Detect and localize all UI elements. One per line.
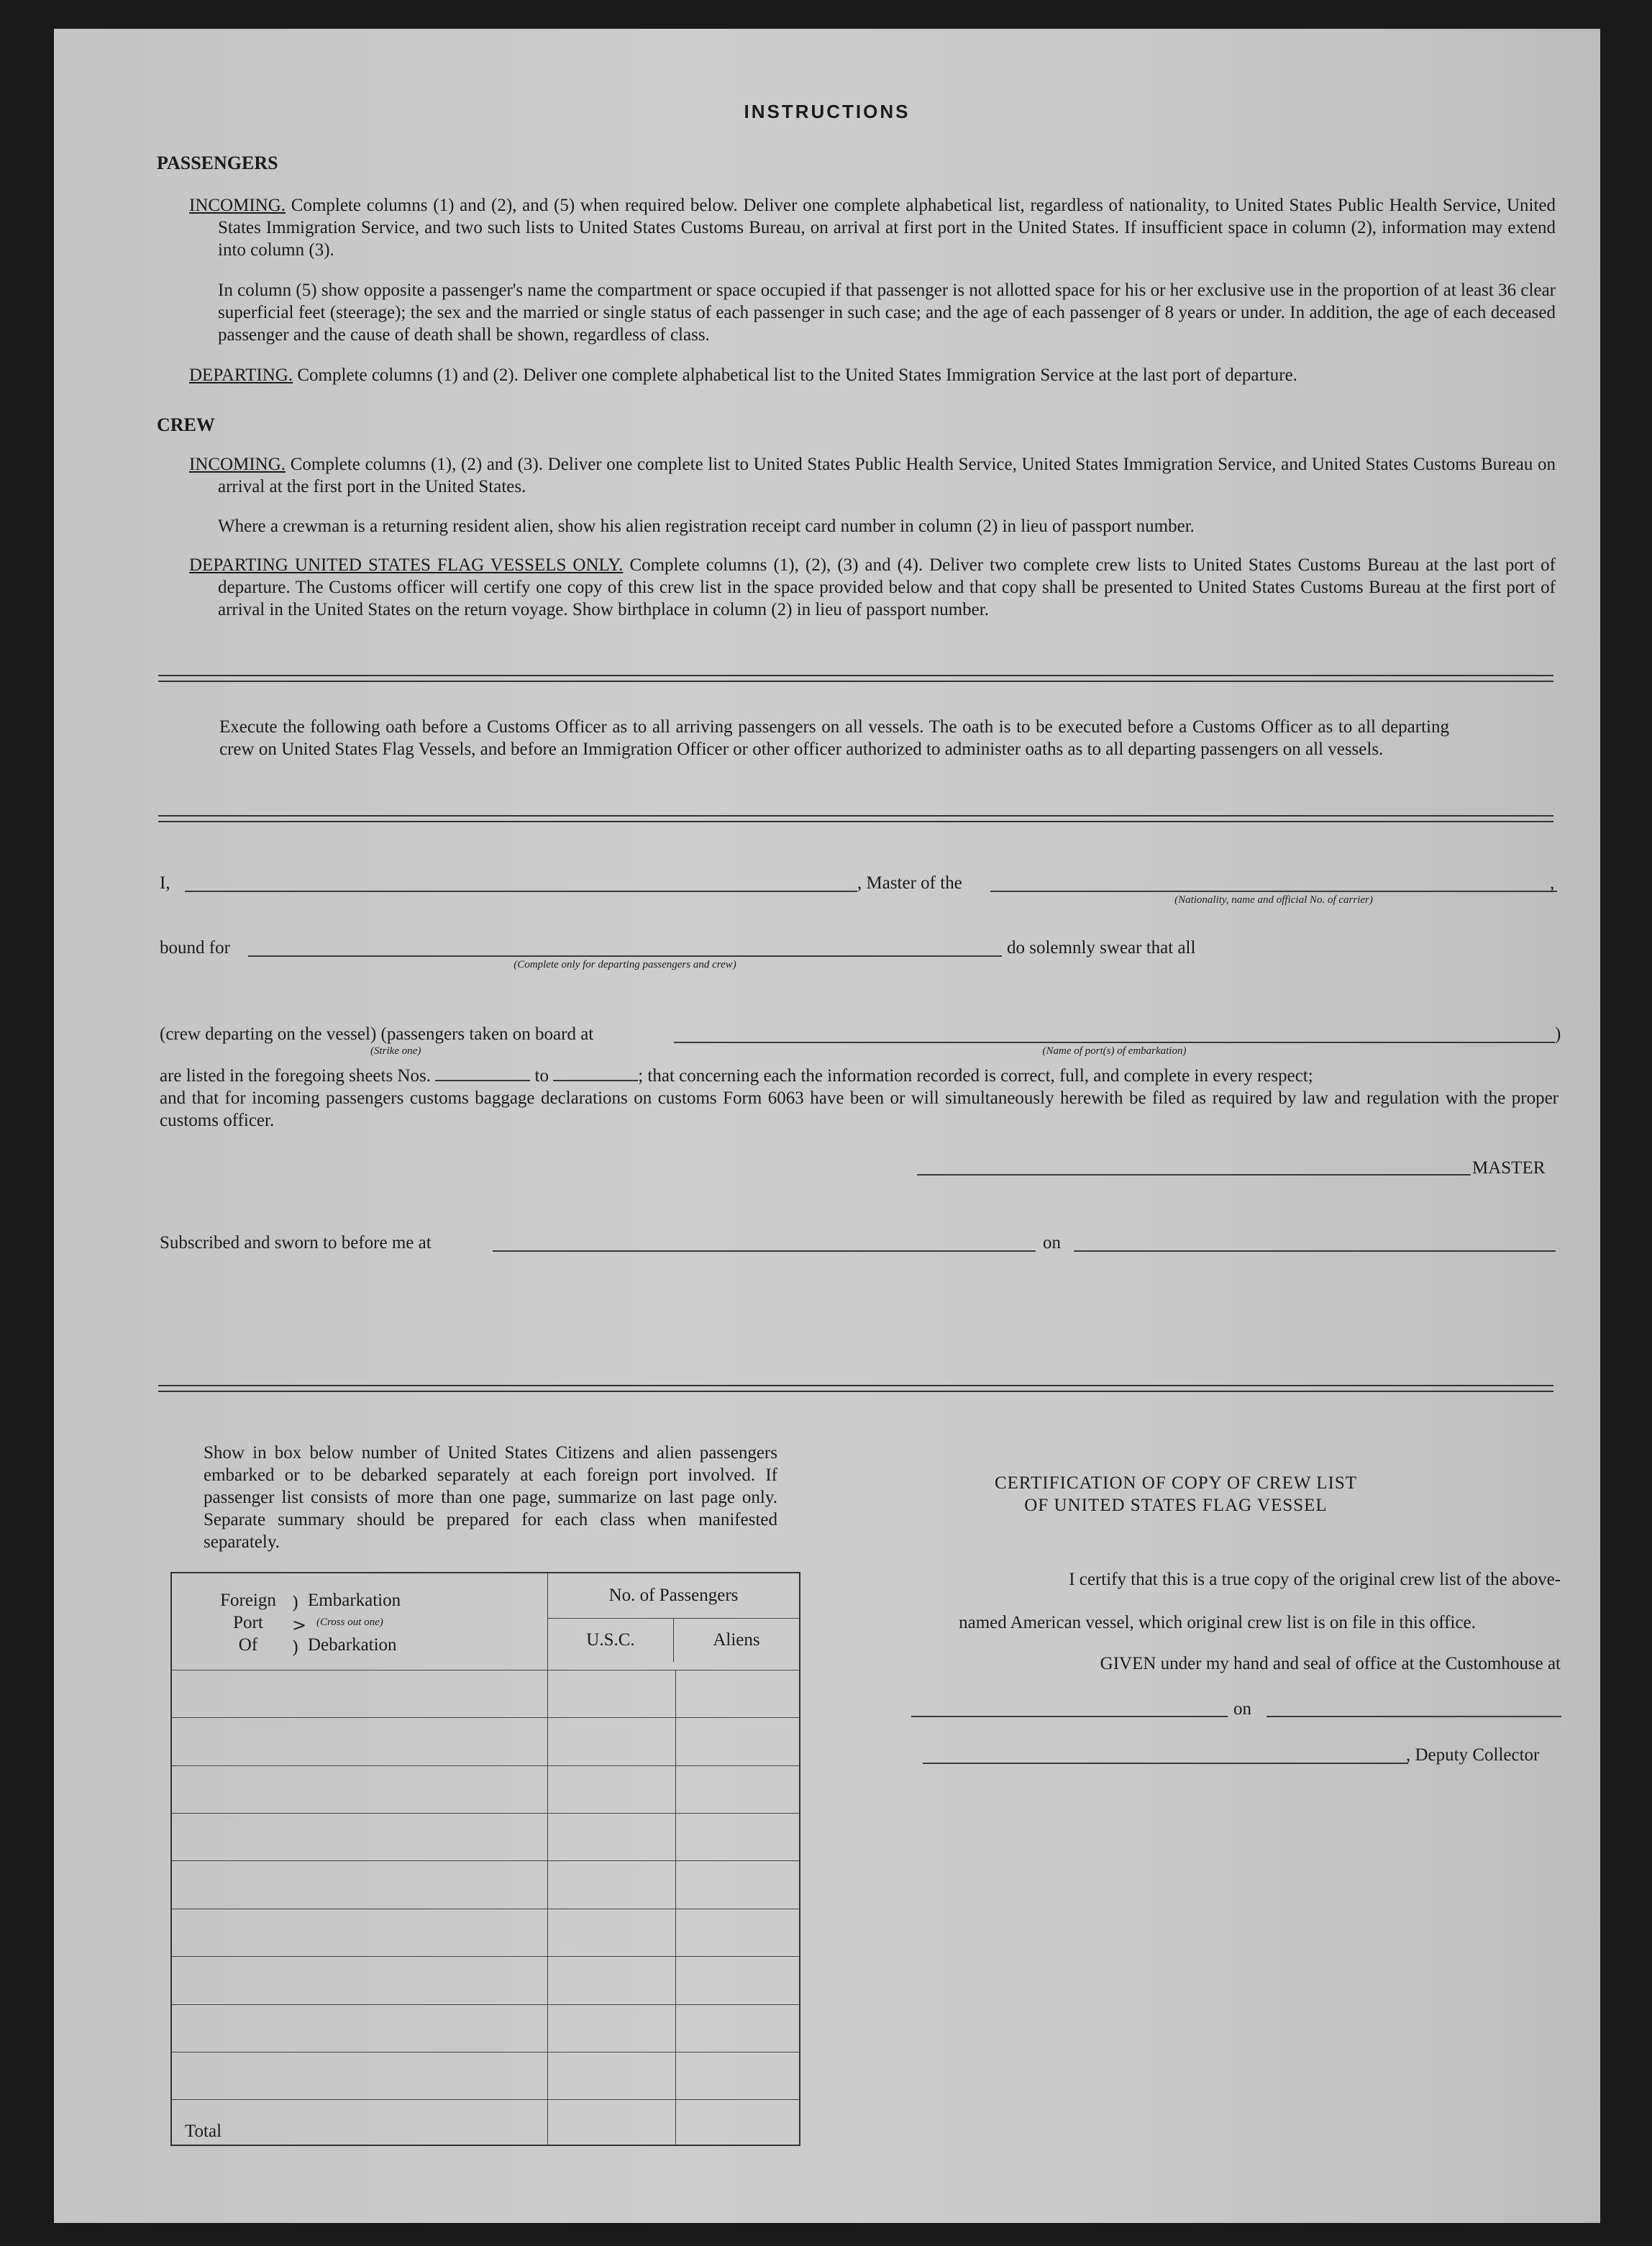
passengers-departing-paragraph — [189, 364, 1556, 386]
subscribed-on-label: on — [1043, 1233, 1061, 1252]
bound-for-field[interactable] — [248, 955, 1002, 957]
port-cell[interactable] — [171, 2004, 548, 2052]
total-aliens-cell[interactable] — [676, 2100, 800, 2145]
carrier-note: (Nationality, name and official No. of carrier) — [1174, 894, 1373, 906]
oath-crew-departing-label: (crew departing on the vessel) (passengers taken on board at — [160, 1024, 594, 1044]
table-row — [171, 1670, 800, 1717]
passengers-incoming-paragraph — [189, 194, 1556, 261]
aliens-cell[interactable] — [676, 2052, 800, 2099]
certification-title-2: OF UNITED STATES FLAG VESSEL — [1024, 1496, 1328, 1515]
port-cell[interactable] — [171, 1957, 548, 2004]
aliens-cell[interactable] — [676, 1909, 800, 1956]
col-embarkation: Embarkation — [308, 1590, 401, 1610]
sheets-pre: are listed in the foregoing sheets Nos. — [160, 1066, 431, 1086]
brace-left: ) > ) — [292, 1592, 307, 1658]
passengers-header-cell — [548, 1573, 800, 1670]
total-label: Total — [171, 2100, 548, 2145]
table-row — [171, 1814, 800, 1861]
table-row — [171, 2052, 800, 2099]
sworn-date-field[interactable] — [1074, 1250, 1556, 1252]
strike-one-note: (Strike one) — [370, 1045, 421, 1057]
certification-line-2: named American vessel, which original crew list is on file in this office. — [959, 1613, 1476, 1632]
passengers-departing-text: Complete columns (1) and (2). Deliver one complete alphabetical list to the United States Immigration Service at the last port of departure. — [297, 365, 1297, 385]
col-port: Port — [233, 1612, 263, 1632]
usc-cell[interactable] — [548, 1670, 676, 1717]
baggage-paragraph: and that for incoming passengers customs baggage declarations on customs Form 6063 have been or will simultaneously herewith be filed as required by law and regulation with the proper customs officer. — [160, 1088, 1559, 1130]
port-cell[interactable] — [171, 1909, 548, 1956]
table-row — [171, 1909, 800, 1956]
master-label: MASTER — [1472, 1158, 1546, 1178]
master-signature-field[interactable] — [917, 1174, 1471, 1176]
port-cell[interactable] — [171, 1861, 548, 1909]
certification-line-1: I certify that this is a true copy of the original crew list of the above- — [1069, 1570, 1561, 1589]
passengers-heading: PASSENGERS — [157, 153, 278, 173]
section-divider — [158, 675, 1553, 682]
oath-intro: Execute the following oath before a Customs Officer as to all arriving passengers on all vessels. The oath is to be executed before a Customs Officer as to all departing crew on United States Flag Vessels, and before an Immigration Officer or other officer authorized to administer oaths as to all departing passengers on all vessels. — [219, 717, 1449, 759]
sheets-to: to — [534, 1066, 549, 1086]
usc-cell[interactable] — [548, 1814, 676, 1861]
usc-cell[interactable] — [548, 2052, 676, 2099]
usc-cell[interactable] — [548, 1861, 676, 1909]
table-row — [171, 2004, 800, 2052]
ports-field[interactable] — [674, 1042, 1555, 1043]
aliens-cell[interactable] — [676, 2004, 800, 2052]
table-total-row — [171, 2100, 800, 2145]
crew-incoming-text: Complete columns (1), (2) and (3). Deliver one complete list to United States Public Health Service, United States Immigration Service, and United States Customs Bureau on arrival at the first port in the United States. — [218, 455, 1556, 496]
sheet-from-field[interactable] — [435, 1065, 530, 1081]
passenger-summary-table — [170, 1572, 800, 2146]
form-page — [54, 29, 1600, 2223]
aliens-cell[interactable] — [676, 1957, 800, 2004]
table-row — [171, 1861, 800, 1909]
port-cell[interactable] — [171, 1718, 548, 1765]
passengers-column5-paragraph: In column (5) show opposite a passenger's name the compartment or space occupied if that passenger is not allotted space for his or her exclusive use in the proportion of at least 36 clear superficial feet (steerage); the sex and the married or single status of each passenger in such case; and the age of each passenger of 8 years or under. In addition, the age of each deceased passenger and the cause of death shall be shown, regardless of class. — [218, 281, 1556, 345]
certification-line-3: GIVEN under my hand and seal of office at the Customhouse at — [1100, 1654, 1561, 1673]
sheets-post: ; that concerning each the information recorded is correct, full, and complete in every respect; — [638, 1066, 1313, 1086]
carrier-comma: , — [1550, 873, 1555, 893]
crew-departing-text: Complete columns (1), (2), (3) and (4). Deliver two complete crew lists to United States Customs Bureau at the last port of departure. The Customs officer will certify one copy of this crew list in the space provided below and that copy shall be presented to United States Customs Bureau at the first port of arrival in the United States on the return voyage. Show birthplace in column (2) in lieu of passport number. — [218, 555, 1556, 619]
customhouse-field[interactable] — [911, 1716, 1228, 1717]
certification-on-label: on — [1233, 1699, 1251, 1719]
crew-incoming-label: INCOMING. — [189, 455, 286, 474]
aliens-cell[interactable] — [676, 1814, 800, 1861]
deputy-collector-label: , Deputy Collector — [1406, 1745, 1540, 1765]
port-cell[interactable] — [171, 1814, 548, 1861]
ports-note: (Name of port(s) of embarkation) — [1042, 1045, 1187, 1057]
aliens-cell[interactable] — [676, 1670, 800, 1717]
page-title: INSTRUCTIONS — [744, 101, 911, 122]
deputy-signature-field[interactable] — [923, 1763, 1408, 1764]
oath-swear-label: do solemnly swear that all — [1007, 938, 1196, 958]
passengers-incoming-label: INCOMING. — [189, 196, 286, 215]
port-cell[interactable] — [171, 1765, 548, 1813]
passengers-departing-label: DEPARTING. — [189, 365, 293, 385]
port-cell[interactable] — [171, 2052, 548, 2099]
col-passengers: No. of Passengers — [548, 1573, 799, 1619]
master-name-field[interactable] — [185, 891, 857, 892]
table-header-row — [171, 1573, 800, 1670]
usc-cell[interactable] — [548, 2004, 676, 2052]
crew-resident-paragraph: Where a crewman is a returning resident alien, show his alien registration receipt card number in column (2) in lieu of passport number. — [218, 517, 1195, 536]
port-cell[interactable] — [171, 1670, 548, 1717]
aliens-cell[interactable] — [676, 1718, 800, 1765]
col-debarkation: Debarkation — [308, 1635, 397, 1655]
oath-bound-for-label: bound for — [160, 938, 230, 958]
usc-cell[interactable] — [548, 1718, 676, 1765]
section-divider — [158, 815, 1553, 822]
table-row — [171, 1957, 800, 2004]
col-usc: U.S.C. — [548, 1619, 674, 1662]
table-row — [171, 1718, 800, 1765]
oath-i-label: I, — [160, 873, 170, 893]
usc-cell[interactable] — [548, 1957, 676, 2004]
oath-master-of-label: , Master of the — [857, 873, 962, 893]
certification-title-1: CERTIFICATION OF COPY OF CREW LIST — [994, 1473, 1358, 1493]
col-foreign: Foreign — [220, 1590, 276, 1610]
oath-close-paren: ) — [1555, 1024, 1561, 1044]
port-header-cell — [171, 1573, 548, 1670]
col-of: Of — [238, 1635, 258, 1655]
aliens-cell[interactable] — [676, 1861, 800, 1909]
col-cross-note: (Cross out one) — [316, 1616, 383, 1628]
crew-heading: CREW — [157, 414, 215, 435]
crew-departing-label: DEPARTING UNITED STATES FLAG VESSELS ONLY. — [189, 555, 624, 575]
usc-cell[interactable] — [548, 1765, 676, 1813]
subscribed-label: Subscribed and sworn to before me at — [160, 1233, 432, 1252]
departing-note: (Complete only for departing passengers and crew) — [514, 959, 736, 970]
total-usc-cell[interactable] — [548, 2100, 676, 2145]
col-aliens: Aliens — [713, 1630, 760, 1650]
section-divider — [158, 1385, 1553, 1392]
aliens-cell[interactable] — [676, 1765, 800, 1813]
usc-cell[interactable] — [548, 1909, 676, 1956]
sheet-to-field[interactable] — [553, 1065, 638, 1081]
certification-date-field[interactable] — [1267, 1716, 1561, 1717]
crew-incoming-paragraph — [189, 453, 1556, 498]
crew-departing-paragraph — [189, 554, 1556, 621]
table-row — [171, 1765, 800, 1813]
carrier-field[interactable] — [990, 891, 1557, 892]
passengers-incoming-text: Complete columns (1) and (2), and (5) when required below. Deliver one complete alphabetical list, regardless of nationality, to United States Public Health Service, United States Immigration Service, and two such lists to United States Customs Bureau, on arrival at first port in the United States. If insufficient space in column (2), information may extend into column (3). — [218, 196, 1556, 260]
sworn-place-field[interactable] — [493, 1250, 1036, 1252]
sheets-line — [160, 1065, 1559, 1087]
summary-instructions: Show in box below number of United States Citizens and alien passengers embarked or to be debarked separately at each foreign port involved. If passenger list consists of more than one page, summarize on last page only. Separate summary should be prepared for each class when manifested separately. — [204, 1443, 777, 1552]
